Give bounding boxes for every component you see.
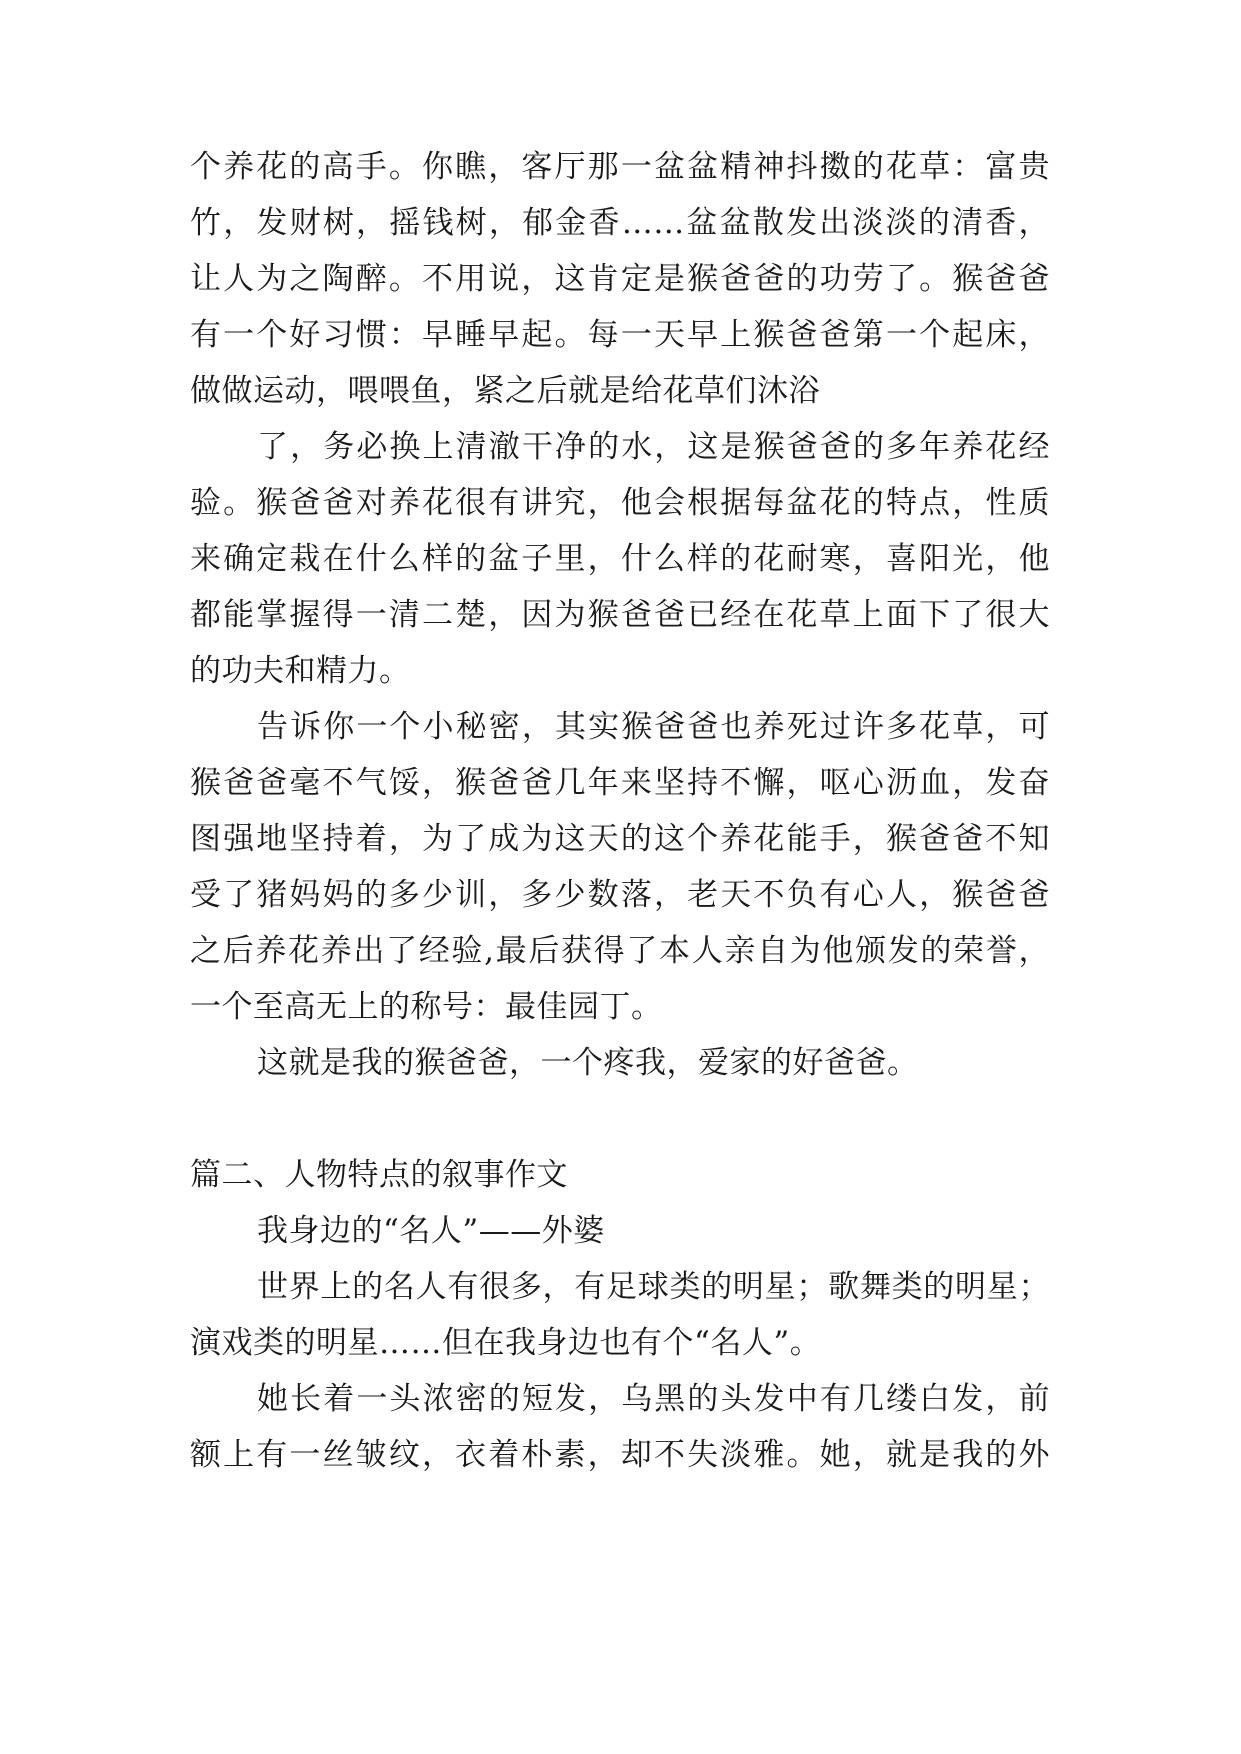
section-heading: 篇二、人物特点的叙事作文 [190,1157,568,1193]
paragraph-start-line: 世界上的名人有很多，有足球类的明星；歌舞类的明星； [257,1269,1050,1305]
text-line: 竹，发财树，摇钱树，郁金香……盆盆散发出淡淡的清香， [190,205,1050,241]
text-line: 做做运动，喂喂鱼，紧之后就是给花草们沐浴 [190,373,820,409]
text-line: 验。猴爸爸对养花很有讲究，他会根据每盆花的特点，性质 [190,485,1050,521]
paragraph-start-line: 告诉你一个小秘密，其实猴爸爸也养死过许多花草，可 [257,709,1050,745]
text-line: 额上有一丝皱纹，衣着朴素，却不失淡雅。她，就是我的外 [190,1437,1050,1473]
paragraph-start-line: 她长着一头浓密的短发，乌黑的头发中有几缕白发，前 [257,1381,1050,1417]
text-line: 的功夫和精力。 [190,653,411,689]
essay-title: 我身边的“名人”——外婆 [257,1213,605,1249]
text-line: 图强地坚持着，为了成为这天的这个养花能手，猴爸爸不知 [190,821,1050,857]
text-line: 演戏类的明星……但在我身边也有个“名人”。 [190,1325,822,1361]
text-line: 猴爸爸毫不气馁，猴爸爸几年来坚持不懈，呕心沥血，发奋 [190,765,1050,801]
paragraph-start-line: 这就是我的猴爸爸，一个疼我，爱家的好爸爸。 [257,1045,919,1081]
text-line: 有一个好习惯：早睡早起。每一天早上猴爸爸第一个起床， [190,317,1050,353]
text-line: 让人为之陶醉。不用说，这肯定是猴爸爸的功劳了。猴爸爸 [190,261,1050,297]
text-line: 之后养花养出了经验,最后获得了本人亲自为他颁发的荣誉， [190,933,1050,969]
text-line: 一个至高无上的称号：最佳园丁。 [190,989,663,1025]
text-line: 来确定栽在什么样的盆子里，什么样的花耐寒，喜阳光，他 [190,541,1050,577]
text-line: 都能掌握得一清二楚，因为猴爸爸已经在花草上面下了很大 [190,597,1050,633]
paragraph-start-line: 了，务必换上清澈干净的水，这是猴爸爸的多年养花经 [257,429,1050,465]
text-line: 受了猪妈妈的多少训，多少数落，老天不负有心人，猴爸爸 [190,877,1050,913]
text-line: 个养花的高手。你瞧，客厅那一盆盆精神抖擞的花草：富贵 [190,149,1050,185]
